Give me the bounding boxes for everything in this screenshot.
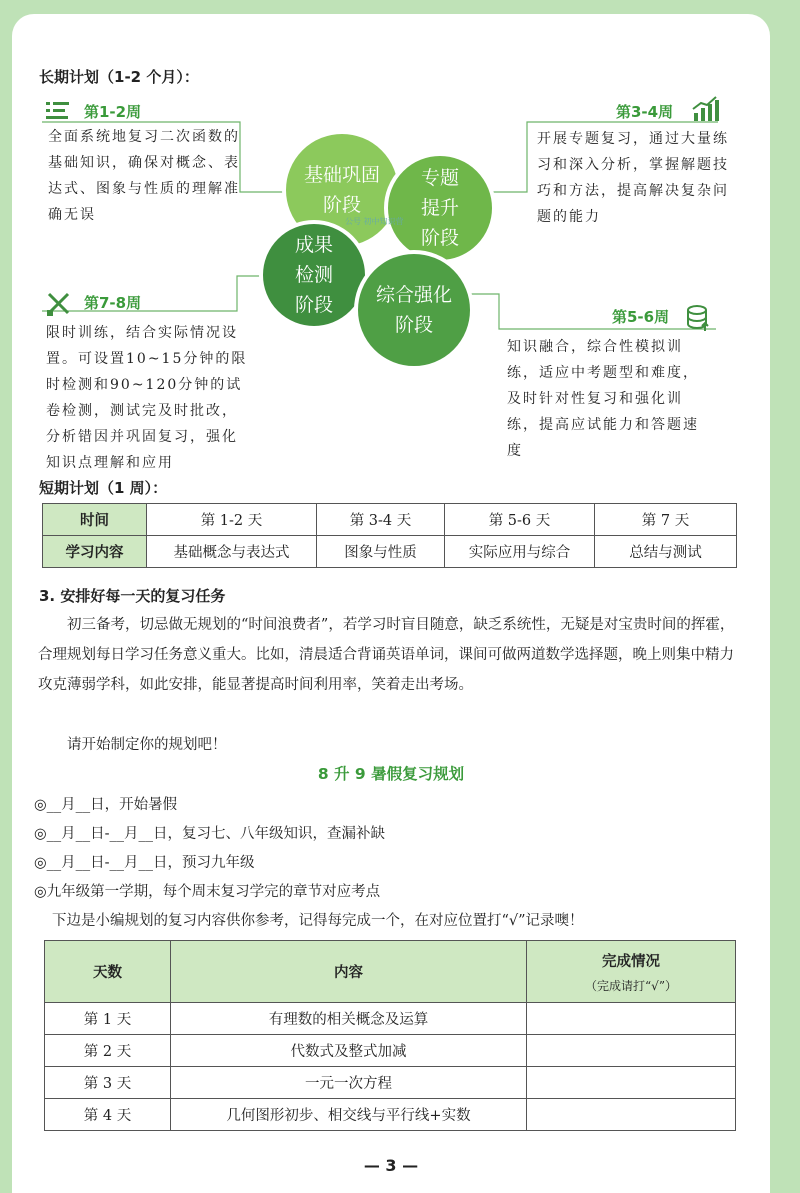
content-cell: 实际应用与综合 (445, 536, 595, 568)
section-3-heading: 3. 安排好每一天的复习任务 (39, 587, 226, 605)
short-plan-table (42, 503, 737, 568)
dash-left: — (363, 1156, 386, 1175)
dash-right: — (396, 1156, 419, 1175)
time-header: 时间 (43, 504, 147, 536)
status-checkbox-cell[interactable] (527, 1003, 736, 1035)
time-cell: 第 5-6 天 (445, 504, 595, 536)
col-content-header: 内容 (171, 941, 527, 1003)
phase-3-circle: 综合强化阶段 (354, 250, 474, 370)
time-cell: 第 7 天 (595, 504, 737, 536)
prompt-text: 请开始制定你的规划吧！ (67, 737, 227, 753)
col-days-header: 天数 (45, 941, 171, 1003)
content-cell: 有理数的相关概念及运算 (171, 1003, 527, 1035)
day-cell: 第 4 天 (45, 1099, 171, 1131)
summer-item: ◎__月__日-__月__日，复习七、八年级知识，查漏补缺 (34, 826, 386, 842)
day-cell: 第 2 天 (45, 1035, 171, 1067)
phase-1-week: 第1-2周 (84, 103, 142, 121)
day-cell: 第 3 天 (45, 1067, 171, 1099)
tools-icon (46, 291, 72, 317)
content-cell: 代数式及整式加减 (171, 1035, 527, 1067)
summer-plan-title: 8 升 9 暑假复习规划 (317, 765, 465, 783)
content-cell: 图象与性质 (317, 536, 445, 568)
summer-item: ◎__月__日，开始暑假 (34, 797, 178, 813)
long-plan-title: 长期计划（1-2 个月）： (39, 68, 199, 86)
day-cell: 第 1 天 (45, 1003, 171, 1035)
status-checkbox-cell[interactable] (527, 1067, 736, 1099)
content-cell: 总结与测试 (595, 536, 737, 568)
col-status-header (527, 941, 736, 1003)
short-plan-title: 短期计划（1 周）： (39, 479, 168, 497)
page (12, 14, 770, 1193)
page-number-value: 3 (385, 1156, 397, 1175)
phase-4-week: 第7-8周 (84, 294, 142, 312)
phase-3-week: 第5-6周 (612, 308, 670, 326)
content-cell: 一元一次方程 (171, 1067, 527, 1099)
database-icon (686, 305, 712, 333)
phase-2-desc: 开展专题复习，通过大量练习和深入分析，掌握解题技巧和方法，提高解决复杂问题的能力 (537, 131, 729, 225)
col-status-sub: （完成请打“√”） (585, 978, 677, 993)
phase-4-circle: 成果检测阶段 (259, 220, 369, 330)
content-header: 学习内容 (43, 536, 147, 568)
time-cell: 第 1-2 天 (147, 504, 317, 536)
section-3-paragraph: 初三备考，切忌做无规划的“时间浪费者”，若学习时盲目随意，缺乏系统性，无疑是对宝贵时间的挥霍，合理规划每日学习任务意义重大。比如，清晨适合背诵英语单词，课间可做两道数学选择题，晚上则集中精力攻克薄弱学科，如此安排，能显著提高时间利用率，笑着走出考场。 (38, 617, 735, 693)
phase-4-desc: 限时训练，结合实际情况设置。可设置10~15分钟的限时检测和90~120分钟的试卷检测，测试完及时批改，分析错因并巩固复习，强化知识点理解和应用 (46, 325, 248, 471)
status-checkbox-cell[interactable] (527, 1035, 736, 1067)
phase-2-week: 第3-4周 (616, 103, 674, 121)
phase-1-desc: 全面系统地复习二次函数的基础知识，确保对概念、表达式、图象与性质的理解准确无误 (48, 129, 240, 223)
content-cell: 几何图形初步、相交线与平行线+实数 (171, 1099, 527, 1131)
summer-note: 下边是小编规划的复习内容供你参考，记得每完成一个，在对应位置打“√”记录噢！ (52, 913, 584, 929)
content-cell: 基础概念与表达式 (147, 536, 317, 568)
col-status-title: 完成情况 (602, 953, 660, 970)
bar-chart-icon (692, 96, 720, 122)
page-number (12, 1156, 770, 1175)
review-table (44, 940, 736, 1131)
time-cell: 第 3-4 天 (317, 504, 445, 536)
phase-1-circle: 基础巩固阶段 (282, 130, 402, 250)
summer-item: ◎__月__日-__月__日，预习九年级 (34, 855, 255, 871)
phase-2-circle: 专题提升阶段 (384, 152, 496, 264)
center-watermark: 公号 初中知识营 (345, 217, 404, 226)
list-icon (46, 100, 72, 122)
status-checkbox-cell[interactable] (527, 1099, 736, 1131)
summer-item: ◎九年级第一学期，每个周末复习学完的章节对应考点 (34, 884, 381, 900)
phase-3-desc: 知识融合，综合性模拟训练，适应中考题型和难度，及时针对性复习和强化训练，提高应试能力和答题速度 (507, 339, 699, 459)
